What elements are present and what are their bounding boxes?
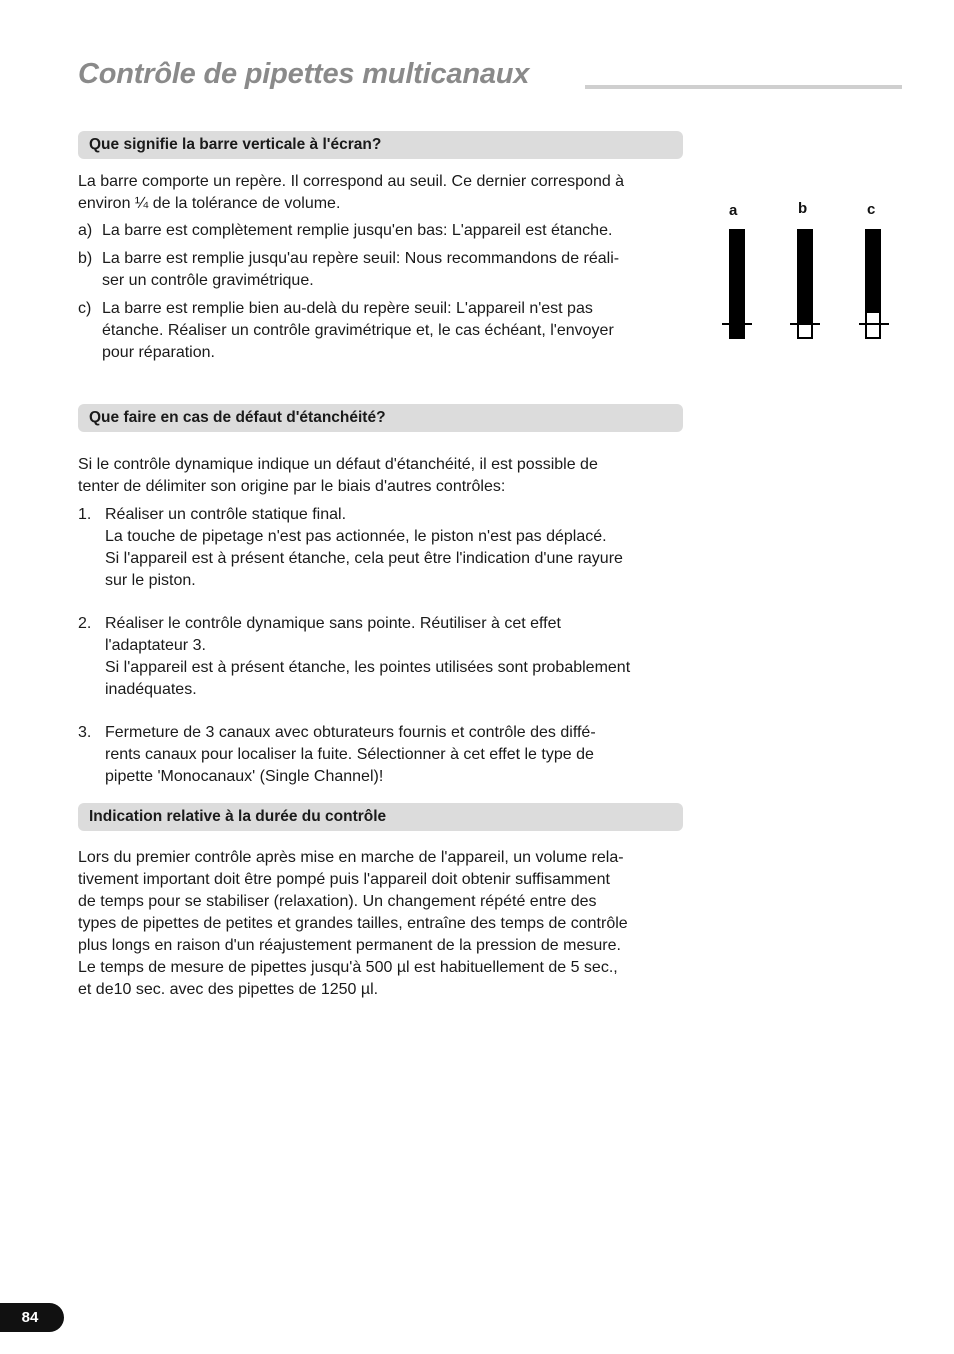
list-item-line: inadéquates.	[105, 681, 197, 698]
figure-label-a: a	[729, 202, 738, 219]
list-item-line: La barre est complètement remplie jusqu'en bas: L'appareil est étanche.	[102, 222, 613, 239]
list-marker: c)	[78, 300, 92, 317]
list-marker: 3.	[78, 724, 92, 741]
list-item-line: Si l'appareil est à présent étanche, cela peut être l'indication d'une rayure	[105, 550, 623, 567]
list-item-line: La barre est remplie jusqu'au repère seuil: Nous recommandons de réali-	[102, 250, 620, 267]
bar-c	[859, 229, 889, 338]
section2-intro-line: tenter de délimiter son origine par le biais d'autres contrôles:	[78, 478, 506, 495]
section-heading-leak-defect: Que faire en cas de défaut d'étanchéité?	[78, 404, 683, 432]
list-item-line: Réaliser le contrôle dynamique sans pointe. Réutiliser à cet effet	[105, 615, 561, 632]
section-heading-control-duration: Indication relative à la durée du contrôle	[78, 803, 683, 831]
section2-intro-line: Si le contrôle dynamique indique un défaut d'étanchéité, il est possible de	[78, 456, 598, 473]
section3-body-line: Le temps de mesure de pipettes jusqu'à 500 µl est habituellement de 5 sec.,	[78, 959, 618, 976]
title-rule	[585, 85, 902, 89]
list-item-line: Si l'appareil est à présent étanche, les pointes utilisées sont probablement	[105, 659, 631, 676]
list-marker: a)	[78, 222, 93, 239]
page-number: 84	[0, 1303, 64, 1332]
figure-label-b: b	[798, 200, 808, 217]
section2-intro	[78, 454, 688, 498]
list-item-line: ser un contrôle gravimétrique.	[102, 272, 314, 289]
list-marker: 1.	[78, 506, 92, 523]
list-item-line: Fermeture de 3 canaux avec obturateurs fournis et contrôle des diffé-	[105, 724, 596, 741]
section3-body-line: tivement important doit être pompé puis l'appareil doit obtenir suffisamment	[78, 871, 610, 888]
list-item-line: pipette 'Monocanaux' (Single Channel)!	[105, 768, 384, 785]
section-heading-vertical-bar: Que signifie la barre verticale à l'écran?	[78, 131, 683, 159]
list-item-line: l'adaptateur 3.	[105, 637, 206, 654]
section1-intro	[78, 171, 688, 215]
section1-intro-line: La barre comporte un repère. Il correspond au seuil. Ce dernier correspond à	[78, 173, 625, 190]
list-marker: 2.	[78, 615, 92, 632]
section3-body-line: plus longs en raison d'un réajustement permanent de la pression de mesure.	[78, 937, 621, 954]
list-item-line: Réaliser un contrôle statique final.	[105, 506, 347, 523]
bar-a	[722, 229, 752, 339]
figure-label-c: c	[867, 201, 876, 218]
list-item-line: La barre est remplie bien au-delà du repère seuil: L'appareil n'est pas	[102, 300, 593, 317]
section3-body	[78, 847, 688, 1001]
list-item-line: étanche. Réaliser un contrôle gravimétrique et, le cas échéant, l'envoyer	[102, 322, 614, 339]
section3-body-line: de temps pour se stabiliser (relaxation). Un changement répété entre des	[78, 893, 597, 910]
page-title: Contrôle de pipettes multicanaux	[78, 58, 530, 90]
list-item-line: sur le piston.	[105, 572, 196, 589]
list-marker: b)	[78, 250, 93, 267]
list-item-line: rents canaux pour localiser la fuite. Sélectionner à cet effet le type de	[105, 746, 594, 763]
section3-body-line: types de pipettes de petites et grandes tailles, entraîne des temps de contrôle	[78, 915, 628, 932]
section1-intro-line: environ ¼ de la tolérance de volume.	[78, 195, 341, 212]
threshold-bars-figure	[715, 220, 895, 345]
list-item-line: La touche de pipetage n'est pas actionnée, le piston n'est pas déplacé.	[105, 528, 607, 545]
bar-b	[790, 229, 820, 338]
section3-body-line: Lors du premier contrôle après mise en marche de l'appareil, un volume rela-	[78, 849, 624, 866]
list-item-line: pour réparation.	[102, 344, 215, 361]
section3-body-line: et de10 sec. avec des pipettes de 1250 µl.	[78, 981, 379, 998]
